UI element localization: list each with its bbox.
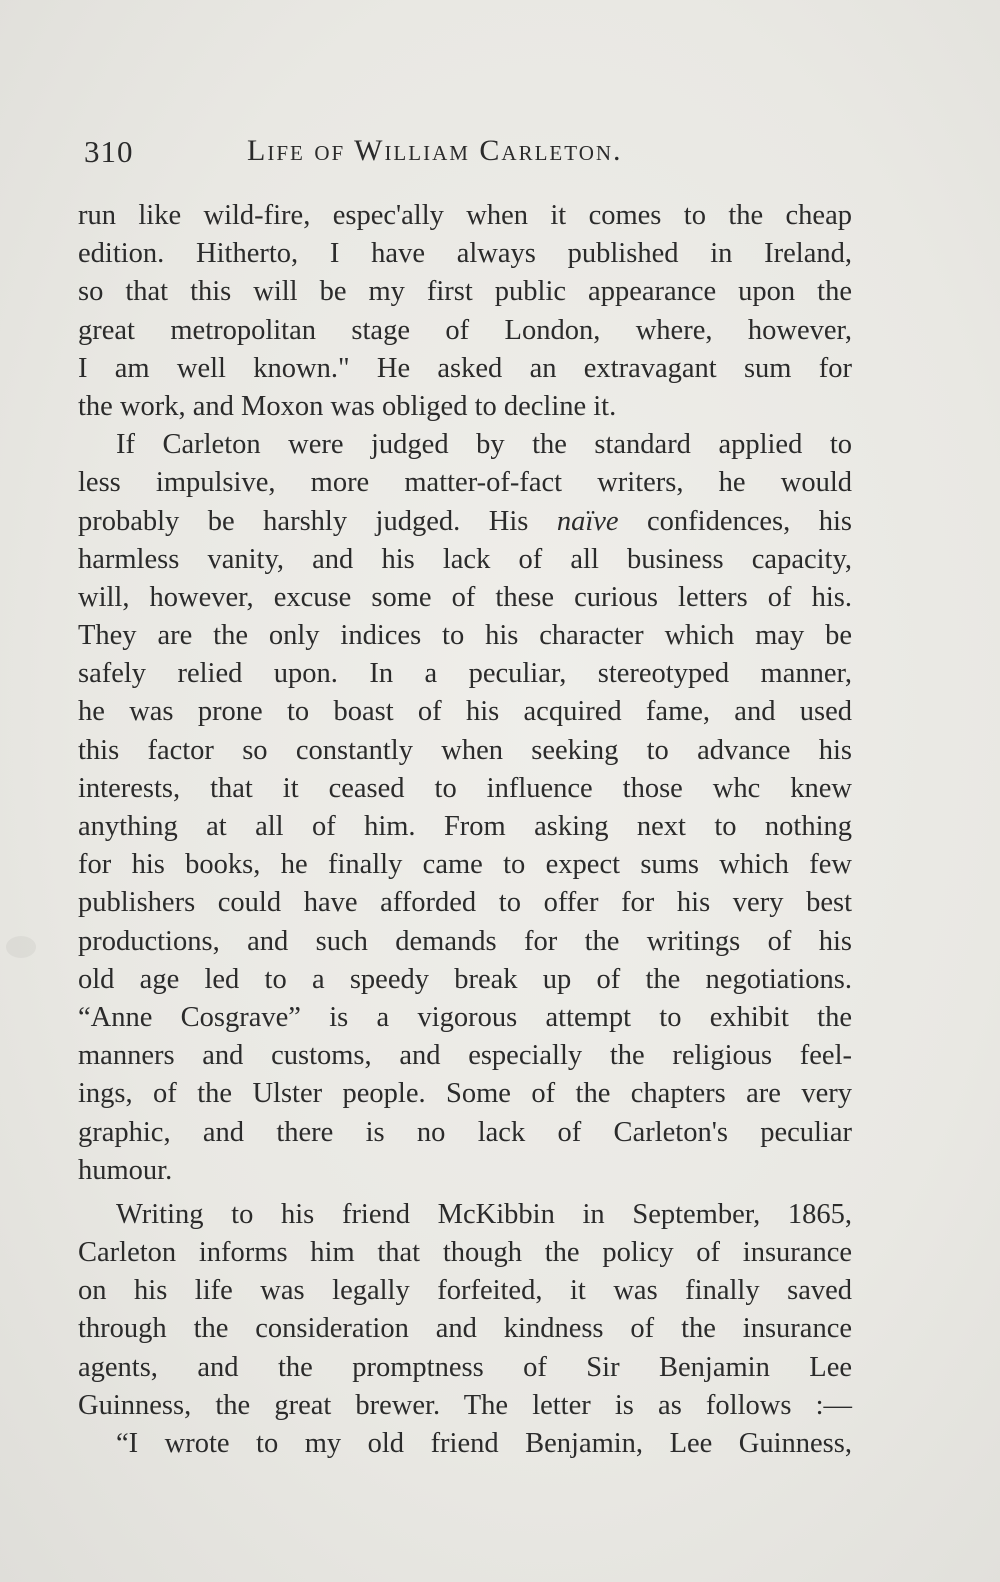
paragraph [78,197,852,426]
text-line: this factor so constantly when seeking to advance his [78,734,852,766]
text-line: humour. [78,1154,173,1186]
running-head [84,134,844,178]
text-line: on his life was legally forfeited, it was finally saved [78,1275,852,1307]
text-line: They are the only indices to his character which may be [78,620,852,652]
text-line: run like wild-fire, espec'ally when it comes to the cheap [78,200,852,231]
text-line: for his books, he finally came to expect sums which few [78,849,852,881]
text-line: anything at all of him. From asking next to nothing [78,811,852,842]
page-number: 310 [84,134,134,169]
body-text [78,197,852,1463]
text-line: old age led to a speedy break up of the negotiations. [78,963,852,995]
text-line: manners and customs, and especially the religious feel- [78,1040,852,1072]
text-line: ings, of the Ulster people. Some of the chapters are very [78,1078,852,1110]
text-line: “Anne Cosgrave” is a vigorous attempt to exhibit the [78,1001,852,1033]
text-line: edition. Hitherto, I have always published in Ireland, [78,238,852,270]
paper-stain [6,936,36,958]
text-line: agents, and the promptness of Sir Benjamin Lee [78,1351,852,1383]
text-line: great metropolitan stage of London, where, however, [78,314,852,346]
text-line: he was prone to boast of his acquired fame, and used [78,696,852,728]
text-line: through the consideration and kindness of the insurance [78,1313,852,1345]
text-line: less impulsive, more matter-of-fact writers, he would [78,467,852,499]
text-line: harmless vanity, and his lack of all business capacity, [78,543,852,575]
running-title: Life of William Carleton. [247,134,623,167]
text-line: Guinness, the great brewer. The letter is as follows :— [78,1389,852,1421]
text-line: productions, and such demands for the writings of his [78,925,852,957]
text-line: graphic, and there is no lack of Carleton's peculiar [78,1116,852,1148]
text-line: so that this will be my first public appearance upon the [78,276,852,308]
text-line: will, however, excuse some of these curious letters of his. [78,581,852,613]
text-line: Writing to his friend McKibbin in September, 1865, [116,1198,852,1230]
italic-word: naïve [556,505,619,537]
paragraph [78,1425,852,1463]
text-line: publishers could have afforded to offer for his very best [78,887,852,919]
text-line: Carleton informs him that though the policy of insurance [78,1237,852,1269]
text-line: “I wrote to my old friend Benjamin, Lee Guinness, [116,1428,852,1459]
text-line: probably be harshly judged. His naïve confidences, his [78,505,852,537]
text-line: I am well known." He asked an extravagant sum for [78,352,852,384]
text-line: safely relied upon. In a peculiar, stereotyped manner, [78,658,852,690]
paragraph [78,426,852,1190]
paragraph [78,1196,852,1425]
text-line: the work, and Moxon was obliged to decline it. [78,390,617,422]
text-line: interests, that it ceased to influence those whc knew [78,772,852,804]
text-line: If Carleton were judged by the standard applied to [116,429,852,461]
